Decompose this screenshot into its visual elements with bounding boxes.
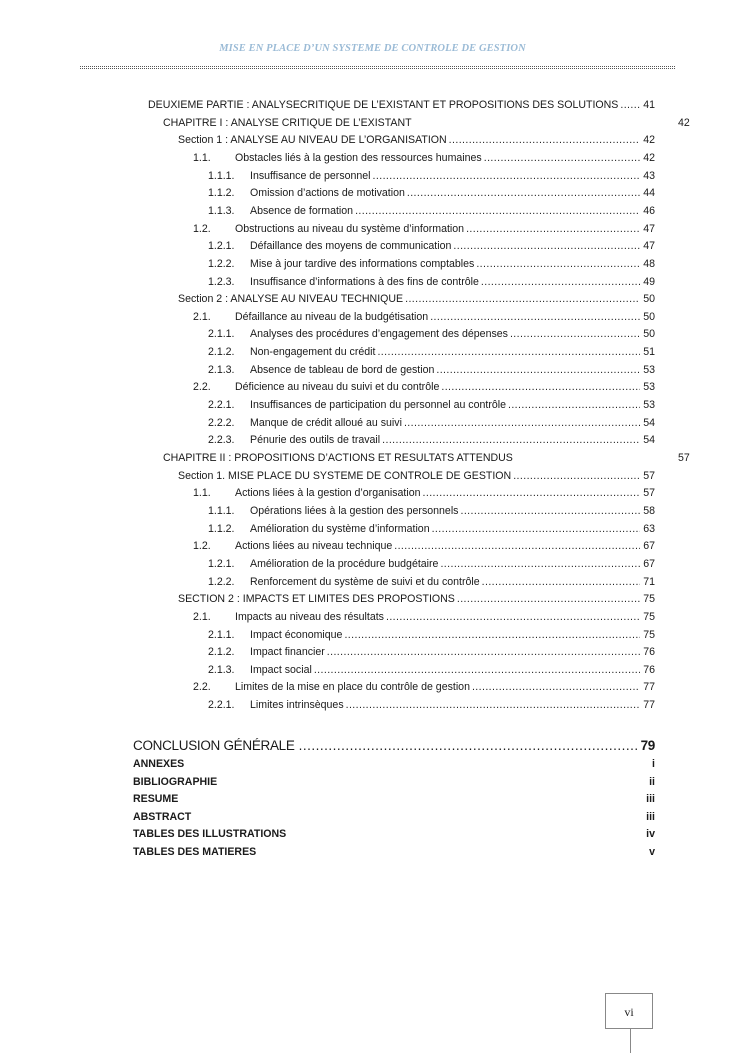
toc-entry-number: 2.2.1. xyxy=(208,399,235,411)
toc-entry-page: 75 xyxy=(643,611,655,623)
toc-entry-number: 2.1.2. xyxy=(208,346,235,358)
toc-leader-dots xyxy=(436,362,640,379)
toc-entry-label: DEUXIEME PARTIE : ANALYSECRITIQUE DE L’EXISTANT ET PROPOSITIONS DES SOLUTIONS xyxy=(148,99,619,111)
toc-entry[interactable] xyxy=(193,538,655,555)
toc-entry-page: 67 xyxy=(643,540,655,552)
toc-entry-page: 51 xyxy=(643,346,655,358)
toc-entry-label: Omission d’actions de motivation xyxy=(250,187,405,199)
toc-entry-label: Section 2 : ANALYSE AU NIVEAU TECHNIQUE xyxy=(178,293,404,305)
toc-entry-label: Insuffisance d’informations à des fins de contrôle xyxy=(250,276,479,288)
toc-entry-label: Pénurie des outils de travail xyxy=(250,434,381,446)
toc-appendix-page: ii xyxy=(649,776,655,788)
toc-entry[interactable] xyxy=(208,274,655,291)
toc-entry-label: Insuffisances de participation du personnel au contrôle xyxy=(250,399,506,411)
toc-appendix-entry[interactable] xyxy=(133,809,655,826)
toc-entry[interactable] xyxy=(208,627,655,644)
toc-entry-page: 57 xyxy=(643,470,655,482)
toc-leader-dots xyxy=(404,415,640,432)
toc-entry-page: 50 xyxy=(643,293,655,305)
toc-entry-page: 75 xyxy=(643,629,655,641)
toc-leader-dots xyxy=(377,344,640,361)
toc-entry-page: 63 xyxy=(643,523,655,535)
toc-entry[interactable] xyxy=(193,379,655,396)
toc-entry[interactable] xyxy=(208,256,655,273)
toc-entry-number: 1.2.1. xyxy=(208,240,235,252)
toc-entry-number: 2.2.3. xyxy=(208,434,235,446)
toc-leader-dots xyxy=(423,485,641,502)
toc-entry-page: 42 xyxy=(678,117,690,129)
toc-entry-label: Amélioration du système d’information xyxy=(250,523,430,535)
toc-entry[interactable] xyxy=(208,168,655,185)
toc-entry-number: 1.2.3. xyxy=(208,276,235,288)
toc-leader-dots xyxy=(382,432,640,449)
toc-entry-label: Défaillance au niveau de la budgétisation xyxy=(235,311,429,323)
toc-entry[interactable] xyxy=(193,221,655,238)
header-rule xyxy=(80,66,675,67)
toc-entry-page: 77 xyxy=(643,699,655,711)
toc-leader-dots xyxy=(327,644,640,661)
toc-entry-label: Impact social xyxy=(250,664,312,676)
toc-entry-page: 54 xyxy=(643,434,655,446)
toc-entry[interactable] xyxy=(178,291,655,308)
toc-leader-dots xyxy=(440,556,640,573)
page-number-line xyxy=(630,1029,631,1053)
page-number: vi xyxy=(605,993,653,1029)
toc-appendix-entry[interactable] xyxy=(133,756,655,773)
toc-entry-number: 2.1. xyxy=(193,611,211,623)
toc-appendix-page: iv xyxy=(646,828,655,840)
toc-entry-label: Section 1. MISE PLACE DU SYSTEME DE CONTROLE DE GESTION xyxy=(178,470,512,482)
toc-entry-number: 2.1.2. xyxy=(208,646,235,658)
toc-appendix-page: i xyxy=(652,758,655,770)
toc-entry-number: 1.2. xyxy=(193,223,211,235)
toc-entry-label: Limites intrinsèques xyxy=(250,699,344,711)
toc-entry-page: 75 xyxy=(643,593,655,605)
toc-leader-dots xyxy=(476,256,640,273)
toc-entry-page: 76 xyxy=(643,646,655,658)
toc-leader-dots xyxy=(314,662,640,679)
toc-entry-page: 57 xyxy=(678,452,690,464)
toc-leader-dots xyxy=(466,221,640,238)
toc-entry-number: 2.1.3. xyxy=(208,364,235,376)
toc-entry-page: 50 xyxy=(643,328,655,340)
toc-entry-label: Mise à jour tardive des informations comptables xyxy=(250,258,475,270)
toc-entry-label: Non-engagement du crédit xyxy=(250,346,376,358)
toc-entry-page: 71 xyxy=(643,576,655,588)
toc-entry-number: 1.1.3. xyxy=(208,205,235,217)
toc-leader-dots xyxy=(482,574,641,591)
toc-entry-number: 2.2. xyxy=(193,681,211,693)
toc-entry-number: 2.1.1. xyxy=(208,629,235,641)
toc-entry-number: 1.2.2. xyxy=(208,258,235,270)
toc-entry-label: Opérations liées à la gestion des personnels xyxy=(250,505,459,517)
toc-appendix-page: iii xyxy=(646,793,655,805)
toc-conclusion-page: 79 xyxy=(640,738,655,753)
toc-entry[interactable] xyxy=(193,309,655,326)
toc-leader-dots xyxy=(449,132,641,149)
toc-leader-dots xyxy=(513,468,640,485)
toc-entry[interactable] xyxy=(208,397,655,414)
toc-entry-page: 47 xyxy=(643,240,655,252)
toc-conclusion-label: CONCLUSION GÉNÉRALE xyxy=(133,738,295,753)
toc-entry-page: 53 xyxy=(643,364,655,376)
toc-entry[interactable] xyxy=(193,609,655,626)
toc-entry-label: Section 1 : ANALYSE AU NIVEAU DE L’ORGANISATION xyxy=(178,134,447,146)
toc-leader-dots xyxy=(460,503,640,520)
toc-entry[interactable] xyxy=(163,115,655,132)
toc-entry-label: Insuffisance de personnel xyxy=(250,170,371,182)
toc-appendix-label: TABLES DES MATIERES xyxy=(133,846,257,858)
toc-entry-page: 76 xyxy=(643,664,655,676)
toc-entry[interactable] xyxy=(208,697,655,714)
toc-appendix-entry[interactable] xyxy=(133,826,655,843)
toc-leader-dots xyxy=(432,521,641,538)
toc-entry-page: 44 xyxy=(643,187,655,199)
toc-appendix-label: TABLES DES ILLUSTRATIONS xyxy=(133,828,287,840)
toc-entry[interactable] xyxy=(208,185,655,202)
toc-entry-label: Actions liées au niveau technique xyxy=(235,540,393,552)
toc-leader-dots xyxy=(472,679,640,696)
toc-entry[interactable] xyxy=(208,662,655,679)
toc-entry-page: 41 xyxy=(643,99,655,111)
toc-entry-number: 1.2.1. xyxy=(208,558,235,570)
toc-entry-label: Actions liées à la gestion d’organisation xyxy=(235,487,421,499)
toc-entry[interactable] xyxy=(208,362,655,379)
toc-entry[interactable] xyxy=(193,485,655,502)
toc-entry-label: Analyses des procédures d’engagement des dépenses xyxy=(250,328,508,340)
toc-leader-dots xyxy=(344,627,640,644)
toc-entry-number: 2.2.2. xyxy=(208,417,235,429)
toc-entry-number: 2.1.3. xyxy=(208,664,235,676)
toc-entry-label: Obstructions au niveau du système d’information xyxy=(235,223,465,235)
toc-leader-dots xyxy=(299,736,639,756)
toc-entry-label: Manque de crédit alloué au suivi xyxy=(250,417,402,429)
toc-entry-page: 54 xyxy=(643,417,655,429)
toc-entry-page: 42 xyxy=(643,152,655,164)
toc-entry-label: Défaillance des moyens de communication xyxy=(250,240,452,252)
toc-entry-page: 53 xyxy=(643,399,655,411)
header-rule-secondary xyxy=(80,68,675,69)
toc-entry-page: 58 xyxy=(643,505,655,517)
toc-leader-dots xyxy=(510,326,640,343)
toc-entry-number: 2.1.1. xyxy=(208,328,235,340)
toc-entry-page: 50 xyxy=(643,311,655,323)
running-header: MISE EN PLACE D’UN SYSTEME DE CONTROLE DE GESTION xyxy=(219,43,526,54)
toc-leader-dots xyxy=(481,274,640,291)
toc-appendix-entry[interactable] xyxy=(133,844,655,861)
toc-entry-page: 53 xyxy=(643,381,655,393)
toc-entry-label: SECTION 2 : IMPACTS ET LIMITES DES PROPOSTIONS xyxy=(178,593,455,605)
toc-entry[interactable] xyxy=(178,591,655,608)
toc-entry-number: 1.1.2. xyxy=(208,187,235,199)
toc-entry-label: Déficience au niveau du suivi et du contrôle xyxy=(235,381,440,393)
toc-entry[interactable] xyxy=(208,574,655,591)
toc-entry[interactable] xyxy=(208,203,655,220)
toc-entry-label: Absence de formation xyxy=(250,205,354,217)
toc-appendix-label: BIBLIOGRAPHIE xyxy=(133,776,218,788)
toc-leader-dots xyxy=(355,203,640,220)
toc-appendix-page: iii xyxy=(646,811,655,823)
toc-entry-number: 1.1.1. xyxy=(208,170,235,182)
toc-entry-page: 48 xyxy=(643,258,655,270)
toc-appendix-label: RESUME xyxy=(133,793,179,805)
toc-leader-dots xyxy=(453,238,640,255)
toc-entry[interactable] xyxy=(163,450,655,467)
toc-entry-number: 2.2.1. xyxy=(208,699,235,711)
toc-entry-page: 46 xyxy=(643,205,655,217)
toc-entry-page: 42 xyxy=(643,134,655,146)
toc-leader-dots xyxy=(484,150,640,167)
toc-entry-page: 57 xyxy=(643,487,655,499)
toc-entry-number: 1.1. xyxy=(193,152,211,164)
toc-leader-dots xyxy=(457,591,640,608)
toc-entry-number: 1.2.2. xyxy=(208,576,235,588)
toc-appendix-entry[interactable] xyxy=(133,791,655,808)
toc-entry-number: 2.2. xyxy=(193,381,211,393)
toc-leader-dots xyxy=(407,185,640,202)
toc-entry-label: Impact économique xyxy=(250,629,343,641)
toc-conclusion[interactable] xyxy=(133,736,655,756)
toc-leader-dots xyxy=(405,291,640,308)
toc-leader-dots xyxy=(620,97,640,114)
toc-entry-number: 1.1.1. xyxy=(208,505,235,517)
toc-entry-label: Renforcement du système de suivi et du contrôle xyxy=(250,576,480,588)
toc-leader-dots xyxy=(373,168,641,185)
toc-appendix-entry[interactable] xyxy=(133,774,655,791)
toc-leader-dots xyxy=(394,538,640,555)
toc-entry-page: 47 xyxy=(643,223,655,235)
toc-entry[interactable] xyxy=(208,432,655,449)
toc-leader-dots xyxy=(386,609,640,626)
toc-entry[interactable] xyxy=(208,556,655,573)
toc-entry-number: 2.1. xyxy=(193,311,211,323)
toc-entry[interactable] xyxy=(208,344,655,361)
toc-entry-number: 1.2. xyxy=(193,540,211,552)
toc-entry[interactable] xyxy=(193,679,655,696)
toc-entry-label: CHAPITRE I : ANALYSE CRITIQUE DE L’EXISTANT xyxy=(163,117,412,129)
toc-appendix-label: ANNEXES xyxy=(133,758,185,770)
toc-entry-label: CHAPITRE II : PROPOSITIONS D’ACTIONS ET RESULTATS ATTENDUS xyxy=(163,452,513,464)
toc-entry[interactable] xyxy=(208,644,655,661)
toc-leader-dots xyxy=(430,309,640,326)
toc-entry-label: Limites de la mise en place du contrôle de gestion xyxy=(235,681,470,693)
toc-entry[interactable] xyxy=(208,326,655,343)
toc-entry[interactable] xyxy=(208,503,655,520)
toc-leader-dots xyxy=(346,697,641,714)
toc-entry-page: 43 xyxy=(643,170,655,182)
toc-entry-label: Impacts au niveau des résultats xyxy=(235,611,384,623)
toc-entry-label: Impact financier xyxy=(250,646,325,658)
toc-entry-label: Absence de tableau de bord de gestion xyxy=(250,364,435,376)
toc-appendix-page: v xyxy=(649,846,655,858)
toc-entry[interactable] xyxy=(193,150,655,167)
toc-entry[interactable] xyxy=(148,97,655,114)
toc-entry[interactable] xyxy=(208,521,655,538)
toc-entry-page: 77 xyxy=(643,681,655,693)
toc-leader-dots xyxy=(508,397,640,414)
toc-entry[interactable] xyxy=(208,415,655,432)
toc-entry-label: Amélioration de la procédure budgétaire xyxy=(250,558,439,570)
toc-entry[interactable] xyxy=(178,132,655,149)
toc-appendix-label: ABSTRACT xyxy=(133,811,192,823)
toc-leader-dots xyxy=(441,379,640,396)
toc-entry-label: Obstacles liés à la gestion des ressources humaines xyxy=(235,152,482,164)
toc-entry-page: 67 xyxy=(643,558,655,570)
toc-entry-page: 49 xyxy=(643,276,655,288)
toc-entry[interactable] xyxy=(208,238,655,255)
toc-entry-number: 1.1.2. xyxy=(208,523,235,535)
toc-entry-number: 1.1. xyxy=(193,487,211,499)
toc-entry[interactable] xyxy=(178,468,655,485)
